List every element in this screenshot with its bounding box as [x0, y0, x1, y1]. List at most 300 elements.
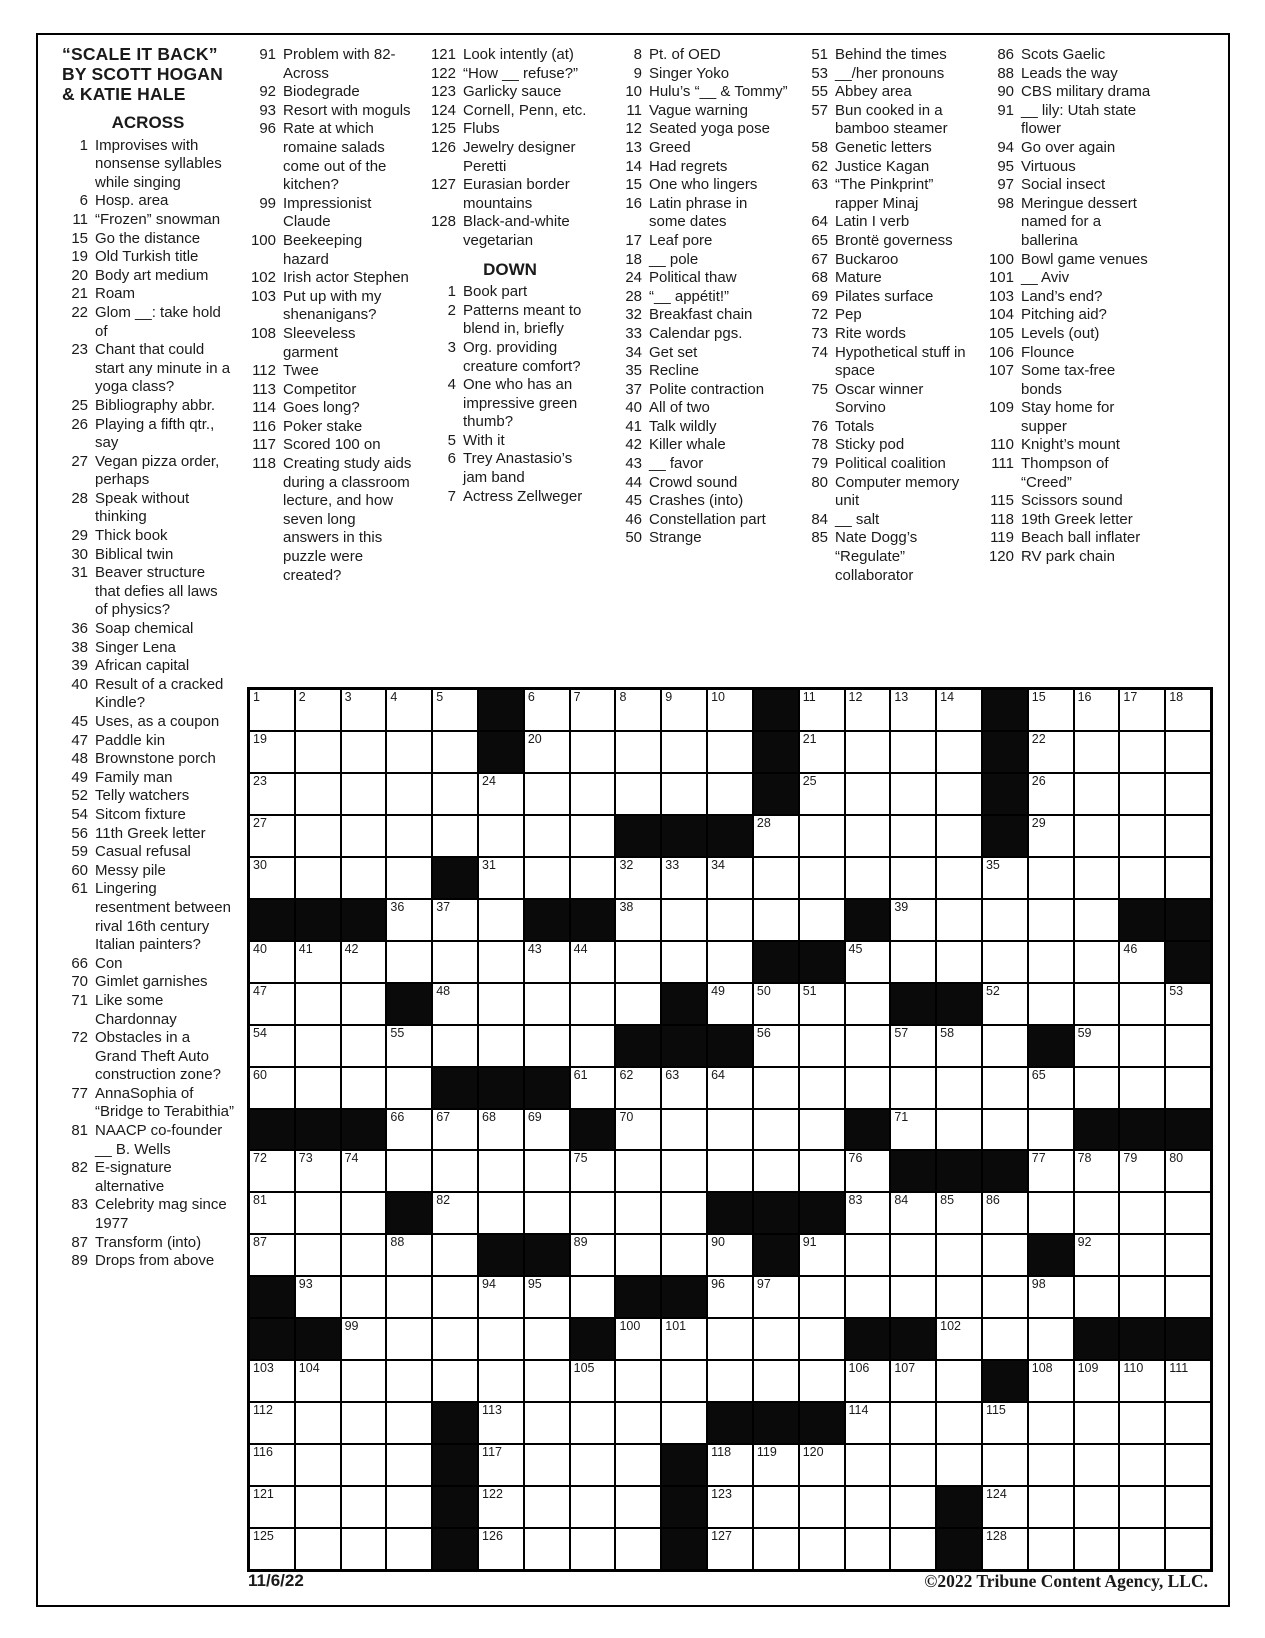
grid-cell[interactable] [936, 1234, 982, 1276]
grid-cell[interactable] [1074, 899, 1120, 941]
grid-cell[interactable] [570, 941, 616, 983]
grid-cell[interactable] [845, 941, 891, 983]
grid-cell[interactable] [661, 689, 707, 731]
grid-cell[interactable] [341, 1486, 387, 1528]
grid-cell[interactable] [936, 815, 982, 857]
grid-cell[interactable] [295, 941, 341, 983]
grid-cell[interactable] [982, 1276, 1028, 1318]
grid-cell[interactable] [1028, 983, 1074, 1025]
grid-cell[interactable] [753, 1276, 799, 1318]
grid-cell[interactable] [386, 1528, 432, 1570]
grid-cell[interactable] [1165, 857, 1211, 899]
grid-cell[interactable] [295, 773, 341, 815]
grid-cell[interactable] [799, 983, 845, 1025]
grid-cell[interactable] [1074, 941, 1120, 983]
grid-cell[interactable] [845, 815, 891, 857]
grid-cell[interactable] [524, 1318, 570, 1360]
grid-cell[interactable] [890, 731, 936, 773]
grid-cell[interactable] [1028, 689, 1074, 731]
grid-cell[interactable] [982, 1486, 1028, 1528]
grid-cell[interactable] [249, 1150, 295, 1192]
grid-cell[interactable] [478, 1486, 524, 1528]
grid-cell[interactable] [753, 1318, 799, 1360]
grid-cell[interactable] [1028, 1276, 1074, 1318]
grid-cell[interactable] [386, 899, 432, 941]
grid-cell[interactable] [799, 1528, 845, 1570]
grid-cell[interactable] [1028, 815, 1074, 857]
grid-cell[interactable] [982, 941, 1028, 983]
grid-cell[interactable] [249, 1528, 295, 1570]
grid-cell[interactable] [1165, 815, 1211, 857]
grid-cell[interactable] [386, 1360, 432, 1402]
grid-cell[interactable] [570, 731, 616, 773]
grid-cell[interactable] [432, 815, 478, 857]
grid-cell[interactable] [936, 731, 982, 773]
grid-cell[interactable] [707, 1360, 753, 1402]
grid-cell[interactable] [982, 1067, 1028, 1109]
grid-cell[interactable] [707, 1150, 753, 1192]
grid-cell[interactable] [295, 983, 341, 1025]
grid-cell[interactable] [982, 1234, 1028, 1276]
grid-cell[interactable] [249, 773, 295, 815]
grid-cell[interactable] [936, 1444, 982, 1486]
grid-cell[interactable] [478, 899, 524, 941]
grid-cell[interactable] [524, 1192, 570, 1234]
grid-cell[interactable] [661, 899, 707, 941]
grid-cell[interactable] [295, 1025, 341, 1067]
grid-cell[interactable] [295, 857, 341, 899]
grid-cell[interactable] [661, 773, 707, 815]
grid-cell[interactable] [1074, 1150, 1120, 1192]
grid-cell[interactable] [661, 1360, 707, 1402]
grid-cell[interactable] [1028, 1486, 1074, 1528]
grid-cell[interactable] [295, 815, 341, 857]
grid-cell[interactable] [432, 1276, 478, 1318]
grid-cell[interactable] [1028, 1192, 1074, 1234]
grid-cell[interactable] [570, 1150, 616, 1192]
grid-cell[interactable] [1119, 815, 1165, 857]
grid-cell[interactable] [341, 1402, 387, 1444]
grid-cell[interactable] [845, 1150, 891, 1192]
grid-cell[interactable] [432, 1150, 478, 1192]
grid-cell[interactable] [478, 1109, 524, 1151]
grid-cell[interactable] [386, 857, 432, 899]
grid-cell[interactable] [753, 899, 799, 941]
grid-cell[interactable] [570, 1276, 616, 1318]
grid-cell[interactable] [432, 689, 478, 731]
grid-cell[interactable] [1119, 731, 1165, 773]
grid-cell[interactable] [1119, 1486, 1165, 1528]
grid-cell[interactable] [615, 1067, 661, 1109]
grid-cell[interactable] [615, 1109, 661, 1151]
grid-cell[interactable] [753, 1109, 799, 1151]
grid-cell[interactable] [570, 1402, 616, 1444]
grid-cell[interactable] [295, 1234, 341, 1276]
grid-cell[interactable] [845, 1360, 891, 1402]
grid-cell[interactable] [982, 983, 1028, 1025]
grid-cell[interactable] [524, 815, 570, 857]
grid-cell[interactable] [890, 689, 936, 731]
grid-cell[interactable] [1028, 941, 1074, 983]
grid-cell[interactable] [936, 773, 982, 815]
grid-cell[interactable] [386, 1486, 432, 1528]
grid-cell[interactable] [1074, 1402, 1120, 1444]
grid-cell[interactable] [845, 1528, 891, 1570]
grid-cell[interactable] [615, 1486, 661, 1528]
grid-cell[interactable] [295, 1402, 341, 1444]
grid-cell[interactable] [570, 773, 616, 815]
grid-cell[interactable] [1119, 1444, 1165, 1486]
grid-cell[interactable] [799, 1025, 845, 1067]
grid-cell[interactable] [386, 941, 432, 983]
grid-cell[interactable] [249, 1025, 295, 1067]
grid-cell[interactable] [570, 1528, 616, 1570]
grid-cell[interactable] [890, 1234, 936, 1276]
grid-cell[interactable] [982, 1192, 1028, 1234]
grid-cell[interactable] [295, 689, 341, 731]
grid-cell[interactable] [707, 1067, 753, 1109]
grid-cell[interactable] [890, 1025, 936, 1067]
grid-cell[interactable] [1119, 983, 1165, 1025]
grid-cell[interactable] [478, 857, 524, 899]
grid-cell[interactable] [1028, 1402, 1074, 1444]
grid-cell[interactable] [890, 857, 936, 899]
grid-cell[interactable] [1165, 1025, 1211, 1067]
grid-cell[interactable] [478, 1150, 524, 1192]
grid-cell[interactable] [295, 1486, 341, 1528]
grid-cell[interactable] [249, 731, 295, 773]
grid-cell[interactable] [432, 899, 478, 941]
grid-cell[interactable] [845, 857, 891, 899]
grid-cell[interactable] [432, 1234, 478, 1276]
grid-cell[interactable] [1028, 1528, 1074, 1570]
grid-cell[interactable] [890, 1109, 936, 1151]
grid-cell[interactable] [799, 899, 845, 941]
grid-cell[interactable] [890, 1402, 936, 1444]
grid-cell[interactable] [570, 1234, 616, 1276]
grid-cell[interactable] [341, 1192, 387, 1234]
grid-cell[interactable] [936, 1109, 982, 1151]
grid-cell[interactable] [524, 1150, 570, 1192]
grid-cell[interactable] [936, 1192, 982, 1234]
grid-cell[interactable] [890, 1360, 936, 1402]
grid-cell[interactable] [982, 1444, 1028, 1486]
grid-cell[interactable] [661, 1318, 707, 1360]
grid-cell[interactable] [982, 1318, 1028, 1360]
grid-cell[interactable] [570, 857, 616, 899]
grid-cell[interactable] [1119, 1402, 1165, 1444]
grid-cell[interactable] [478, 1402, 524, 1444]
grid-cell[interactable] [295, 1192, 341, 1234]
grid-cell[interactable] [890, 899, 936, 941]
grid-cell[interactable] [982, 1109, 1028, 1151]
grid-cell[interactable] [936, 1276, 982, 1318]
grid-cell[interactable] [845, 983, 891, 1025]
grid-cell[interactable] [753, 1528, 799, 1570]
grid-cell[interactable] [386, 1276, 432, 1318]
grid-cell[interactable] [615, 1360, 661, 1402]
grid-cell[interactable] [341, 815, 387, 857]
grid-cell[interactable] [524, 941, 570, 983]
grid-cell[interactable] [936, 689, 982, 731]
grid-cell[interactable] [799, 815, 845, 857]
grid-cell[interactable] [478, 1318, 524, 1360]
grid-cell[interactable] [524, 1276, 570, 1318]
grid-cell[interactable] [1074, 1025, 1120, 1067]
grid-cell[interactable] [1165, 689, 1211, 731]
grid-cell[interactable] [982, 1528, 1028, 1570]
grid-cell[interactable] [1119, 1276, 1165, 1318]
grid-cell[interactable] [1028, 857, 1074, 899]
grid-cell[interactable] [478, 1444, 524, 1486]
grid-cell[interactable] [570, 1360, 616, 1402]
grid-cell[interactable] [890, 941, 936, 983]
grid-cell[interactable] [570, 1444, 616, 1486]
grid-cell[interactable] [845, 689, 891, 731]
grid-cell[interactable] [478, 773, 524, 815]
grid-cell[interactable] [1028, 1360, 1074, 1402]
grid-cell[interactable] [799, 1318, 845, 1360]
grid-cell[interactable] [661, 857, 707, 899]
grid-cell[interactable] [845, 1486, 891, 1528]
grid-cell[interactable] [1165, 731, 1211, 773]
grid-cell[interactable] [982, 899, 1028, 941]
grid-cell[interactable] [799, 731, 845, 773]
grid-cell[interactable] [753, 857, 799, 899]
grid-cell[interactable] [478, 941, 524, 983]
grid-cell[interactable] [432, 1192, 478, 1234]
grid-cell[interactable] [478, 815, 524, 857]
grid-cell[interactable] [799, 1109, 845, 1151]
grid-cell[interactable] [432, 1109, 478, 1151]
grid-cell[interactable] [386, 1025, 432, 1067]
grid-cell[interactable] [936, 899, 982, 941]
grid-cell[interactable] [524, 689, 570, 731]
grid-cell[interactable] [936, 1067, 982, 1109]
grid-cell[interactable] [478, 1360, 524, 1402]
grid-cell[interactable] [753, 1067, 799, 1109]
grid-cell[interactable] [615, 1402, 661, 1444]
grid-cell[interactable] [707, 689, 753, 731]
grid-cell[interactable] [615, 857, 661, 899]
grid-cell[interactable] [1165, 1067, 1211, 1109]
grid-cell[interactable] [615, 1318, 661, 1360]
grid-cell[interactable] [936, 941, 982, 983]
grid-cell[interactable] [753, 1360, 799, 1402]
grid-cell[interactable] [570, 689, 616, 731]
grid-cell[interactable] [615, 1444, 661, 1486]
grid-cell[interactable] [432, 773, 478, 815]
grid-cell[interactable] [1119, 1528, 1165, 1570]
grid-cell[interactable] [386, 1402, 432, 1444]
grid-cell[interactable] [524, 773, 570, 815]
grid-cell[interactable] [1119, 857, 1165, 899]
grid-cell[interactable] [341, 689, 387, 731]
grid-cell[interactable] [524, 1109, 570, 1151]
grid-cell[interactable] [1074, 857, 1120, 899]
grid-cell[interactable] [707, 1528, 753, 1570]
grid-cell[interactable] [707, 1444, 753, 1486]
grid-cell[interactable] [661, 1150, 707, 1192]
grid-cell[interactable] [570, 1192, 616, 1234]
grid-cell[interactable] [753, 1150, 799, 1192]
grid-cell[interactable] [570, 983, 616, 1025]
grid-cell[interactable] [341, 983, 387, 1025]
grid-cell[interactable] [478, 1192, 524, 1234]
grid-cell[interactable] [341, 1276, 387, 1318]
grid-cell[interactable] [982, 857, 1028, 899]
grid-cell[interactable] [615, 1528, 661, 1570]
grid-cell[interactable] [249, 941, 295, 983]
grid-cell[interactable] [615, 1150, 661, 1192]
grid-cell[interactable] [570, 1486, 616, 1528]
grid-cell[interactable] [295, 1150, 341, 1192]
grid-cell[interactable] [845, 1276, 891, 1318]
grid-cell[interactable] [570, 1025, 616, 1067]
grid-cell[interactable] [1074, 983, 1120, 1025]
grid-cell[interactable] [570, 815, 616, 857]
grid-cell[interactable] [386, 1318, 432, 1360]
grid-cell[interactable] [1165, 1486, 1211, 1528]
grid-cell[interactable] [1074, 1528, 1120, 1570]
grid-cell[interactable] [615, 689, 661, 731]
grid-cell[interactable] [249, 857, 295, 899]
grid-cell[interactable] [432, 941, 478, 983]
grid-cell[interactable] [1074, 1276, 1120, 1318]
grid-cell[interactable] [478, 983, 524, 1025]
grid-cell[interactable] [295, 1276, 341, 1318]
grid-cell[interactable] [1074, 815, 1120, 857]
grid-cell[interactable] [1119, 1150, 1165, 1192]
grid-cell[interactable] [432, 1318, 478, 1360]
grid-cell[interactable] [295, 1528, 341, 1570]
grid-cell[interactable] [615, 1192, 661, 1234]
grid-cell[interactable] [845, 773, 891, 815]
grid-cell[interactable] [524, 1360, 570, 1402]
grid-cell[interactable] [799, 1150, 845, 1192]
grid-cell[interactable] [845, 1444, 891, 1486]
grid-cell[interactable] [1165, 1402, 1211, 1444]
grid-cell[interactable] [386, 689, 432, 731]
grid-cell[interactable] [341, 1150, 387, 1192]
grid-cell[interactable] [295, 731, 341, 773]
grid-cell[interactable] [1074, 1444, 1120, 1486]
grid-cell[interactable] [341, 1360, 387, 1402]
grid-cell[interactable] [890, 1444, 936, 1486]
grid-cell[interactable] [845, 1067, 891, 1109]
grid-cell[interactable] [707, 773, 753, 815]
grid-cell[interactable] [249, 983, 295, 1025]
grid-cell[interactable] [341, 1528, 387, 1570]
grid-cell[interactable] [707, 983, 753, 1025]
grid-cell[interactable] [524, 1444, 570, 1486]
grid-cell[interactable] [661, 1402, 707, 1444]
grid-cell[interactable] [982, 1025, 1028, 1067]
grid-cell[interactable] [570, 1067, 616, 1109]
grid-cell[interactable] [890, 1528, 936, 1570]
grid-cell[interactable] [249, 1360, 295, 1402]
grid-cell[interactable] [432, 983, 478, 1025]
grid-cell[interactable] [295, 1067, 341, 1109]
grid-cell[interactable] [799, 1276, 845, 1318]
grid-cell[interactable] [1119, 1360, 1165, 1402]
grid-cell[interactable] [432, 1360, 478, 1402]
grid-cell[interactable] [1028, 773, 1074, 815]
grid-cell[interactable] [524, 857, 570, 899]
grid-cell[interactable] [799, 1067, 845, 1109]
grid-cell[interactable] [799, 773, 845, 815]
grid-cell[interactable] [799, 689, 845, 731]
grid-cell[interactable] [1165, 773, 1211, 815]
grid-cell[interactable] [524, 1528, 570, 1570]
grid-cell[interactable] [799, 1360, 845, 1402]
grid-cell[interactable] [249, 689, 295, 731]
grid-cell[interactable] [1119, 773, 1165, 815]
grid-cell[interactable] [890, 1067, 936, 1109]
grid-cell[interactable] [707, 1276, 753, 1318]
grid-cell[interactable] [1028, 731, 1074, 773]
grid-cell[interactable] [524, 731, 570, 773]
grid-cell[interactable] [707, 1234, 753, 1276]
grid-cell[interactable] [249, 1486, 295, 1528]
grid-cell[interactable] [386, 1109, 432, 1151]
grid-cell[interactable] [524, 983, 570, 1025]
grid-cell[interactable] [936, 857, 982, 899]
grid-cell[interactable] [890, 815, 936, 857]
grid-cell[interactable] [249, 1192, 295, 1234]
grid-cell[interactable] [661, 1192, 707, 1234]
grid-cell[interactable] [1074, 1067, 1120, 1109]
grid-cell[interactable] [845, 1234, 891, 1276]
grid-cell[interactable] [615, 1234, 661, 1276]
grid-cell[interactable] [386, 731, 432, 773]
grid-cell[interactable] [1028, 1067, 1074, 1109]
grid-cell[interactable] [1165, 1192, 1211, 1234]
grid-cell[interactable] [1028, 1444, 1074, 1486]
grid-cell[interactable] [478, 1025, 524, 1067]
grid-cell[interactable] [524, 1486, 570, 1528]
grid-cell[interactable] [249, 1444, 295, 1486]
grid-cell[interactable] [890, 1276, 936, 1318]
grid-cell[interactable] [524, 1025, 570, 1067]
grid-cell[interactable] [661, 731, 707, 773]
grid-cell[interactable] [982, 1402, 1028, 1444]
grid-cell[interactable] [1074, 731, 1120, 773]
grid-cell[interactable] [341, 773, 387, 815]
grid-cell[interactable] [799, 1486, 845, 1528]
grid-cell[interactable] [615, 773, 661, 815]
grid-cell[interactable] [845, 1402, 891, 1444]
grid-cell[interactable] [1028, 1109, 1074, 1151]
grid-cell[interactable] [1074, 1234, 1120, 1276]
grid-cell[interactable] [753, 815, 799, 857]
grid-cell[interactable] [707, 857, 753, 899]
grid-cell[interactable] [615, 983, 661, 1025]
grid-cell[interactable] [1165, 1276, 1211, 1318]
grid-cell[interactable] [845, 731, 891, 773]
grid-cell[interactable] [936, 1360, 982, 1402]
grid-cell[interactable] [936, 1318, 982, 1360]
grid-cell[interactable] [707, 731, 753, 773]
grid-cell[interactable] [386, 1150, 432, 1192]
grid-cell[interactable] [799, 1234, 845, 1276]
grid-cell[interactable] [1119, 689, 1165, 731]
grid-cell[interactable] [707, 1109, 753, 1151]
grid-cell[interactable] [432, 1025, 478, 1067]
grid-cell[interactable] [1074, 689, 1120, 731]
grid-cell[interactable] [753, 1444, 799, 1486]
grid-cell[interactable] [1074, 1360, 1120, 1402]
